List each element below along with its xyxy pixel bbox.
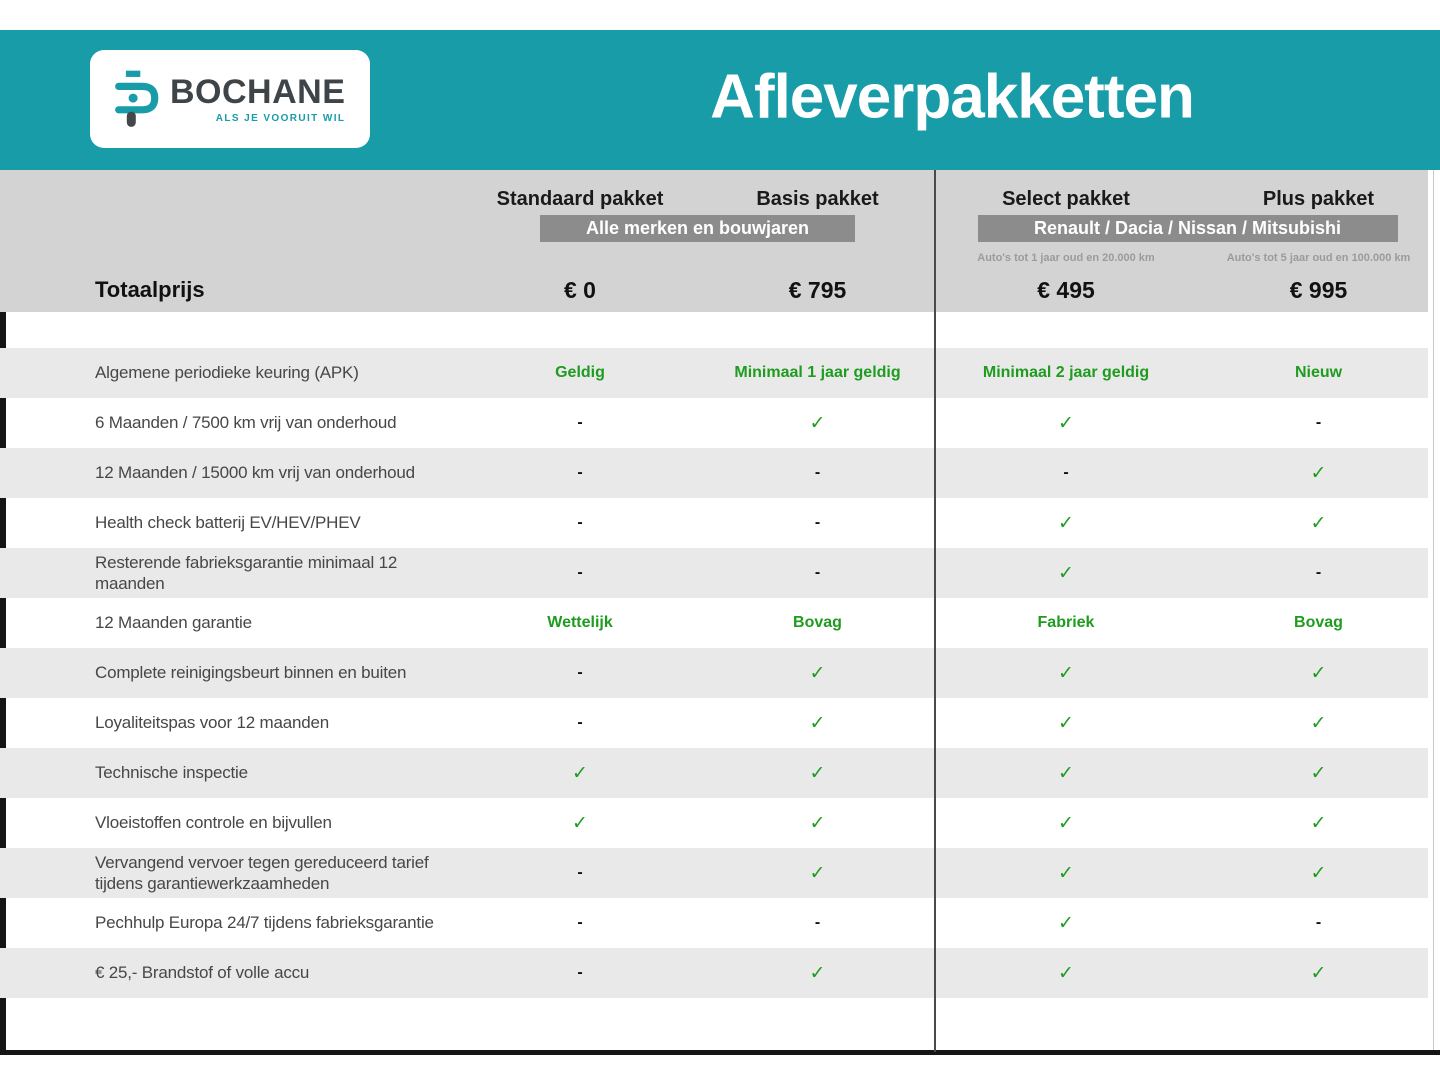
check-icon: ✓ [1058,862,1074,884]
feature-value [460,812,700,835]
check-icon: ✓ [1058,912,1074,934]
page-header [0,30,1440,170]
feature-text-value: Bovag [793,614,842,631]
check-icon: ✓ [809,412,826,434]
feature-value [935,712,1197,735]
feature-value [460,864,700,882]
package-name: Standaard pakket [496,187,664,210]
dash-icon: - [814,564,821,581]
feature-row [0,648,1428,698]
dash-icon: - [577,414,583,431]
check-icon: ✓ [809,812,826,834]
check-icon: ✓ [809,862,826,884]
feature-value [460,964,700,982]
feature-label: 12 Maanden / 15000 km vrij van onderhoud [95,463,415,483]
feature-label: € 25,- Brandstof of volle accu [95,963,310,983]
feature-label: 6 Maanden / 7500 km vrij van onderhoud [95,413,397,433]
dash-icon: - [577,564,583,581]
check-icon: ✓ [1310,812,1327,834]
brand-name: BOCHANE [170,72,346,111]
comparison-table [0,170,1440,1055]
check-icon: ✓ [1310,512,1327,534]
feature-value [935,912,1197,935]
check-icon: ✓ [809,962,826,984]
feature-value [1197,564,1440,582]
check-icon: ✓ [809,712,826,734]
feature-label: Technische inspectie [95,763,248,783]
feature-value [460,762,700,785]
dash-icon: - [814,464,821,481]
dash-icon: - [1063,464,1069,481]
feature-value [460,464,700,482]
total-price-label: Totaalprijs [95,277,205,302]
feature-value [935,614,1197,632]
feature-value [1197,614,1440,632]
right-border-line [1433,170,1434,1050]
feature-text-value: Nieuw [1294,364,1343,381]
feature-value [1197,662,1440,685]
bochane-car-icon [106,66,162,132]
bottom-spacer [0,998,1440,1050]
check-icon: ✓ [1310,662,1327,684]
feature-value [935,562,1197,585]
feature-value [935,364,1197,382]
feature-value [700,412,935,435]
brand-text [170,72,346,124]
check-icon: ✓ [809,662,826,684]
feature-value [1197,914,1440,932]
feature-row [0,598,1440,648]
check-icon: ✓ [1310,962,1327,984]
price-value: € 995 [1289,276,1348,303]
dash-icon: - [577,664,583,681]
feature-value [700,662,935,685]
dash-icon: - [814,914,821,931]
price-value: € 495 [1037,276,1095,303]
feature-row [0,498,1440,548]
feature-value [700,914,935,932]
check-icon: ✓ [1310,462,1327,484]
feature-label: Pechhulp Europa 24/7 tijdens fabrieksgarantie [95,913,434,933]
feature-text-value: Geldig [555,364,605,381]
feature-value [460,364,700,382]
section-divider-line [934,170,936,1052]
feature-label: Algemene periodieke keuring (APK) [95,363,359,383]
feature-label: Complete reinigingsbeurt binnen en buiten [95,663,407,683]
check-icon: ✓ [1058,412,1074,434]
feature-value [700,514,935,532]
package-note: Auto's tot 1 jaar oud en 20.000 km [977,252,1155,264]
feature-value [935,762,1197,785]
dash-icon: - [577,514,583,531]
feature-label: Loyaliteitspas voor 12 maanden [95,713,330,733]
package-name: Select pakket [1002,187,1130,210]
feature-value [1197,762,1440,785]
package-name: Basis pakket [756,187,879,210]
feature-row [0,448,1428,498]
feature-row [0,898,1440,948]
feature-label: Vervangend vervoer tegen gereduceerd tarief tijdens garantiewerkzaamheden [95,852,429,893]
brand-bands-row [0,215,1428,242]
feature-value [700,364,935,382]
feature-value [460,614,700,632]
check-icon: ✓ [1058,512,1074,534]
feature-value [935,662,1197,685]
feature-row [0,398,1440,448]
check-icon: ✓ [572,812,588,834]
feature-value [935,512,1197,535]
feature-value [1197,512,1440,535]
feature-value [700,614,935,632]
check-icon: ✓ [1058,562,1074,584]
page-title: Afleverpakketten [710,62,1194,132]
feature-value [1197,862,1440,885]
feature-value [700,862,935,885]
table-header [0,170,1428,312]
bottom-border [0,1050,1440,1055]
check-icon: ✓ [1310,712,1327,734]
feature-text-value: Bovag [1294,614,1343,631]
feature-value [460,664,700,682]
dash-icon: - [1315,914,1322,931]
check-icon: ✓ [1058,962,1074,984]
group-band-renault-group: Renault / Dacia / Nissan / Mitsubishi [978,215,1398,242]
check-icon: ✓ [809,762,826,784]
check-icon: ✓ [1058,812,1074,834]
dash-icon: - [1315,564,1322,581]
dash-icon: - [577,964,583,981]
package-note: Auto's tot 5 jaar oud en 100.000 km [1226,252,1411,264]
feature-label: Vloeistoffen controle en bijvullen [95,813,332,833]
group-band-all-brands: Alle merken en bouwjaren [540,215,855,242]
feature-value [1197,364,1440,382]
feature-text-value: Minimaal 2 jaar geldig [982,364,1150,381]
feature-value [1197,414,1440,432]
feature-label: Resterende fabrieksgarantie minimaal 12 maanden [95,552,398,593]
feature-row [0,948,1428,998]
feature-value [460,414,700,432]
feature-value [935,862,1197,885]
feature-row [0,698,1440,748]
check-icon: ✓ [572,762,588,784]
feature-value [700,762,935,785]
feature-value [700,712,935,735]
feature-value [460,514,700,532]
feature-value [700,464,935,482]
check-icon: ✓ [1310,862,1327,884]
check-icon: ✓ [1058,712,1074,734]
feature-label: Health check batterij EV/HEV/PHEV [95,513,361,533]
feature-text-value: Fabriek [1037,614,1095,631]
feature-value [700,812,935,835]
price-value: € 0 [564,276,596,303]
feature-value [935,412,1197,435]
spacer-row [0,312,1440,348]
brand-logo [90,50,370,148]
dash-icon: - [1315,414,1322,431]
feature-text-value: Wettelijk [547,614,613,631]
brand-tagline: ALS JE VOORUIT WIL [215,112,346,124]
feature-value [1197,962,1440,985]
check-icon: ✓ [1310,762,1327,784]
feature-value [700,564,935,582]
top-margin [0,0,1440,30]
feature-value [935,962,1197,985]
dash-icon: - [814,514,821,531]
dash-icon: - [577,714,583,731]
package-name: Plus pakket [1262,187,1375,210]
feature-text-value: Minimaal 1 jaar geldig [734,364,901,381]
dash-icon: - [577,914,583,931]
check-icon: ✓ [1058,762,1074,784]
feature-value [700,962,935,985]
check-icon: ✓ [1058,662,1074,684]
package-notes-row [0,242,1428,268]
dash-icon: - [577,464,583,481]
feature-value [1197,462,1440,485]
feature-row [0,548,1428,598]
dash-icon: - [577,864,583,881]
feature-value [460,714,700,732]
feature-row [0,748,1428,798]
price-value: € 795 [788,276,847,303]
feature-label: 12 Maanden garantie [95,613,252,633]
feature-value [1197,712,1440,735]
feature-rows [0,348,1440,998]
feature-value [460,564,700,582]
feature-value [935,464,1197,482]
feature-value [1197,812,1440,835]
package-names-row [0,183,1428,215]
feature-value [460,914,700,932]
feature-row [0,848,1428,898]
total-price-row [0,268,1428,312]
feature-value [935,812,1197,835]
feature-row [0,798,1440,848]
feature-row [0,348,1428,398]
